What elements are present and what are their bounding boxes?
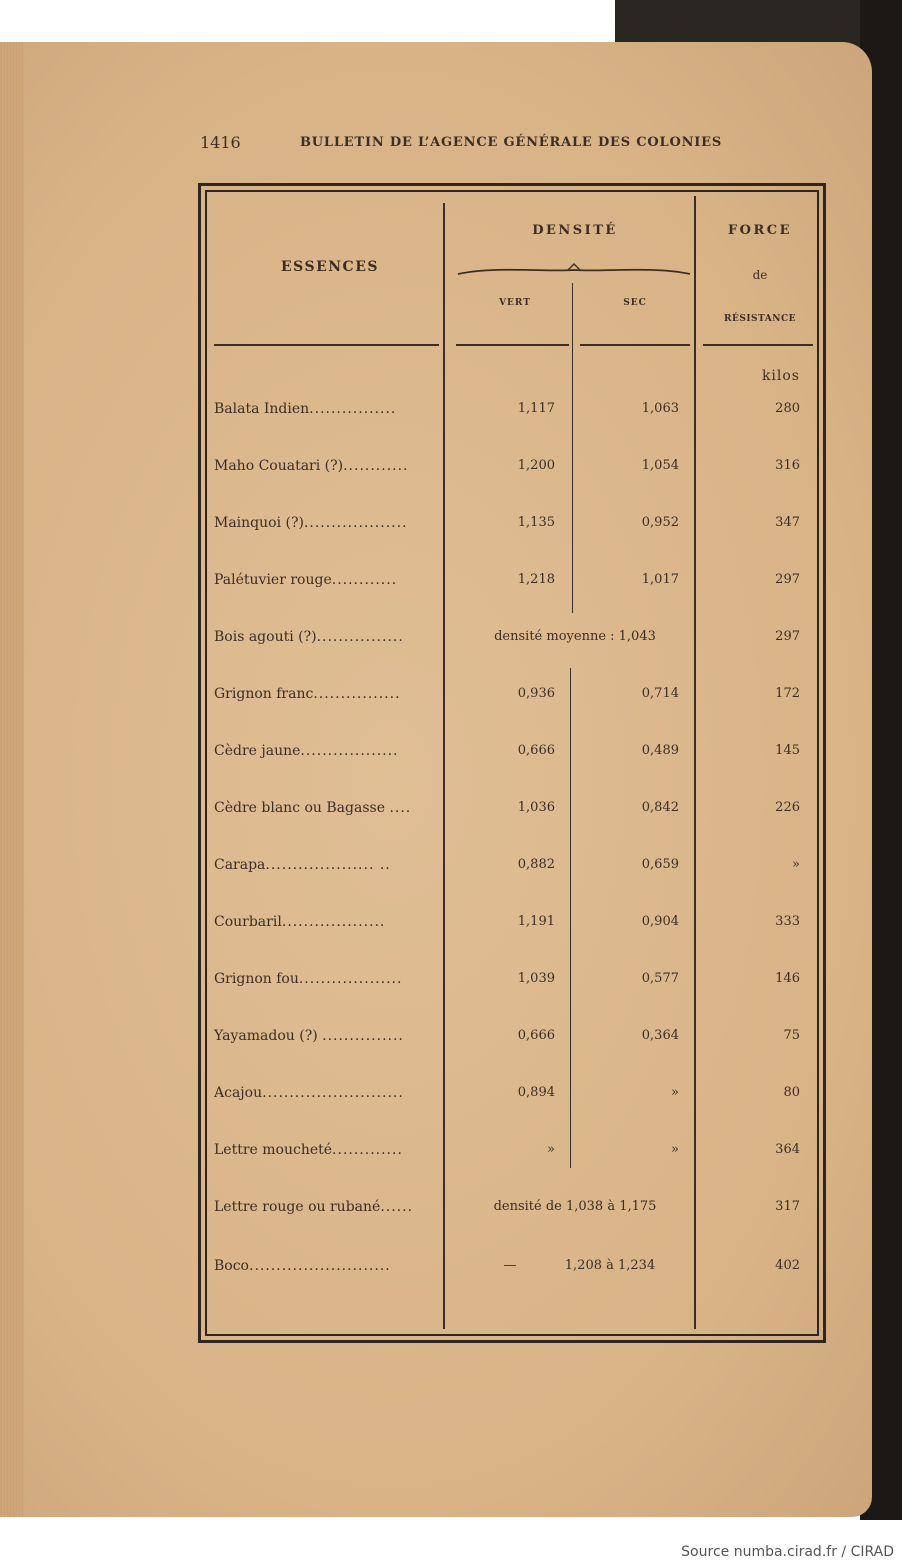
header-force: FORCE: [727, 223, 793, 238]
header-sec: SEC: [623, 298, 647, 308]
leader-dots: ................: [316, 629, 404, 645]
header-rule-densite: [456, 344, 569, 346]
leader-dots: .............: [332, 1142, 403, 1158]
table-row: [0, 515, 902, 539]
densite-vert: 1,036: [517, 800, 555, 815]
densite-sec: 1,054: [641, 458, 679, 473]
leader-dots: ...................: [298, 971, 403, 987]
essence-name: Lettre rouge ou rubané: [214, 1199, 381, 1215]
header-rule-essences: [214, 344, 439, 346]
densite-vert: 1,117: [517, 401, 555, 416]
table-row: [0, 1142, 902, 1166]
table-row: [0, 1199, 902, 1223]
running-head: [200, 133, 740, 157]
densite-sec: 0,659: [641, 857, 679, 872]
densite-vert: 1,200: [517, 458, 555, 473]
force-resistance: 316: [775, 458, 800, 473]
table-row: [0, 914, 902, 938]
essence-name: Palétuvier rouge: [214, 572, 332, 588]
densite-sec: 0,714: [641, 686, 679, 701]
header-resistance: RÉSISTANCE: [724, 314, 796, 324]
page-stack-edge: [0, 42, 24, 1517]
force-resistance: »: [792, 857, 800, 872]
essence-name: Yayamadou (?): [214, 1028, 318, 1044]
unit-label: kilos: [761, 368, 800, 384]
densite-sec: 0,364: [641, 1028, 679, 1043]
header-essences: ESSENCES: [281, 259, 379, 275]
force-resistance: 146: [775, 971, 800, 986]
densite-sec: 1,063: [641, 401, 679, 416]
table-row: [0, 1258, 902, 1282]
force-resistance: 226: [775, 800, 800, 815]
essence-name: Lettre moucheté: [214, 1142, 333, 1158]
leader-dots: ...................: [303, 515, 408, 531]
force-resistance: 402: [775, 1258, 800, 1273]
leader-dots: ............: [331, 572, 398, 588]
densite-range: 1,208 à 1,234: [564, 1258, 656, 1273]
table-row: [0, 743, 902, 767]
force-resistance: 333: [775, 914, 800, 929]
leader-dots: ................: [309, 401, 397, 417]
essence-name: Balata Indien: [214, 401, 310, 417]
leader-dots: ............: [343, 458, 409, 474]
densite-vert: 1,135: [517, 515, 555, 530]
densite-sec: »: [671, 1142, 679, 1157]
densite-vert: 1,218: [517, 572, 555, 587]
running-title: BULLETIN DE L’AGENCE GÉNÉRALE DES COLONIES: [300, 135, 723, 150]
leader-dots: ....: [389, 800, 412, 816]
densite-sec: 0,489: [641, 743, 679, 758]
densite-vert: 1,039: [517, 971, 555, 986]
force-resistance: 297: [775, 629, 800, 644]
densite-vert: 0,666: [517, 1028, 555, 1043]
column-rule-vert-sec-upper: [572, 283, 573, 613]
force-resistance: 280: [775, 401, 800, 416]
table-row: [0, 1085, 902, 1109]
densite-vert: 0,666: [517, 743, 555, 758]
essence-name: Cèdre jaune: [214, 743, 301, 759]
force-resistance: 75: [783, 1028, 800, 1043]
table-row: [0, 800, 902, 824]
densite-range: densité de 1,038 à 1,175: [493, 1199, 657, 1214]
essence-name: Bois agouti (?): [214, 629, 317, 645]
densite-sec: 0,904: [641, 914, 679, 929]
header-rule-force: [703, 344, 813, 346]
densite-vert: 0,894: [517, 1085, 555, 1100]
essence-name: Grignon franc: [214, 686, 314, 702]
force-resistance: 297: [775, 572, 800, 587]
header-densite: DENSITÉ: [532, 223, 618, 238]
essence-name: Maho Couatari (?): [214, 458, 344, 474]
essence-name: Boco: [214, 1258, 249, 1274]
header-brace: [456, 262, 692, 280]
densite-sec: 1,017: [641, 572, 679, 587]
densite-vert: 0,882: [517, 857, 555, 872]
densite-moyenne: densité moyenne : 1,043: [494, 629, 656, 644]
ditto-dash: —: [503, 1258, 517, 1273]
force-resistance: 145: [775, 743, 800, 758]
leader-dots: .................... ..: [265, 857, 391, 873]
header-de: de: [752, 268, 768, 282]
force-resistance: 80: [783, 1085, 800, 1100]
densite-vert: »: [547, 1142, 555, 1157]
page-number: 1416: [200, 133, 241, 152]
essence-name: Courbaril: [214, 914, 282, 930]
essence-name: Cèdre blanc ou Bagasse: [214, 800, 385, 816]
leader-dots: ..........................: [262, 1085, 404, 1101]
header-vert: VERT: [499, 298, 531, 308]
essence-name: Acajou: [214, 1085, 263, 1101]
densite-vert: 0,936: [517, 686, 555, 701]
source-credit: Source numba.cirad.fr / CIRAD: [681, 1544, 894, 1560]
leader-dots: ..................: [300, 743, 399, 759]
leader-dots: ......: [380, 1199, 414, 1215]
essence-name: Carapa: [214, 857, 266, 873]
table-row: [0, 857, 902, 881]
essence-name: Mainquoi (?): [214, 515, 304, 531]
table-row: [0, 1028, 902, 1052]
header-rule-sec: [580, 344, 690, 346]
force-resistance: 317: [775, 1199, 800, 1214]
table-row: [0, 629, 902, 653]
densite-vert: 1,191: [517, 914, 555, 929]
leader-dots: ..........................: [249, 1258, 391, 1274]
densite-sec: 0,952: [641, 515, 679, 530]
leader-dots: ...............: [322, 1028, 404, 1044]
force-resistance: 347: [775, 515, 800, 530]
table-row: [0, 686, 902, 710]
table-row: [0, 458, 902, 482]
leader-dots: ................: [313, 686, 401, 702]
table-row: [0, 401, 902, 425]
force-resistance: 172: [775, 686, 800, 701]
force-resistance: 364: [775, 1142, 800, 1157]
densite-sec: 0,577: [641, 971, 679, 986]
densite-sec: 0,842: [641, 800, 679, 815]
essence-name: Grignon fou: [214, 971, 299, 987]
table-row: [0, 572, 902, 596]
densite-sec: »: [671, 1085, 679, 1100]
leader-dots: ...................: [281, 914, 386, 930]
table-row: [0, 971, 902, 995]
